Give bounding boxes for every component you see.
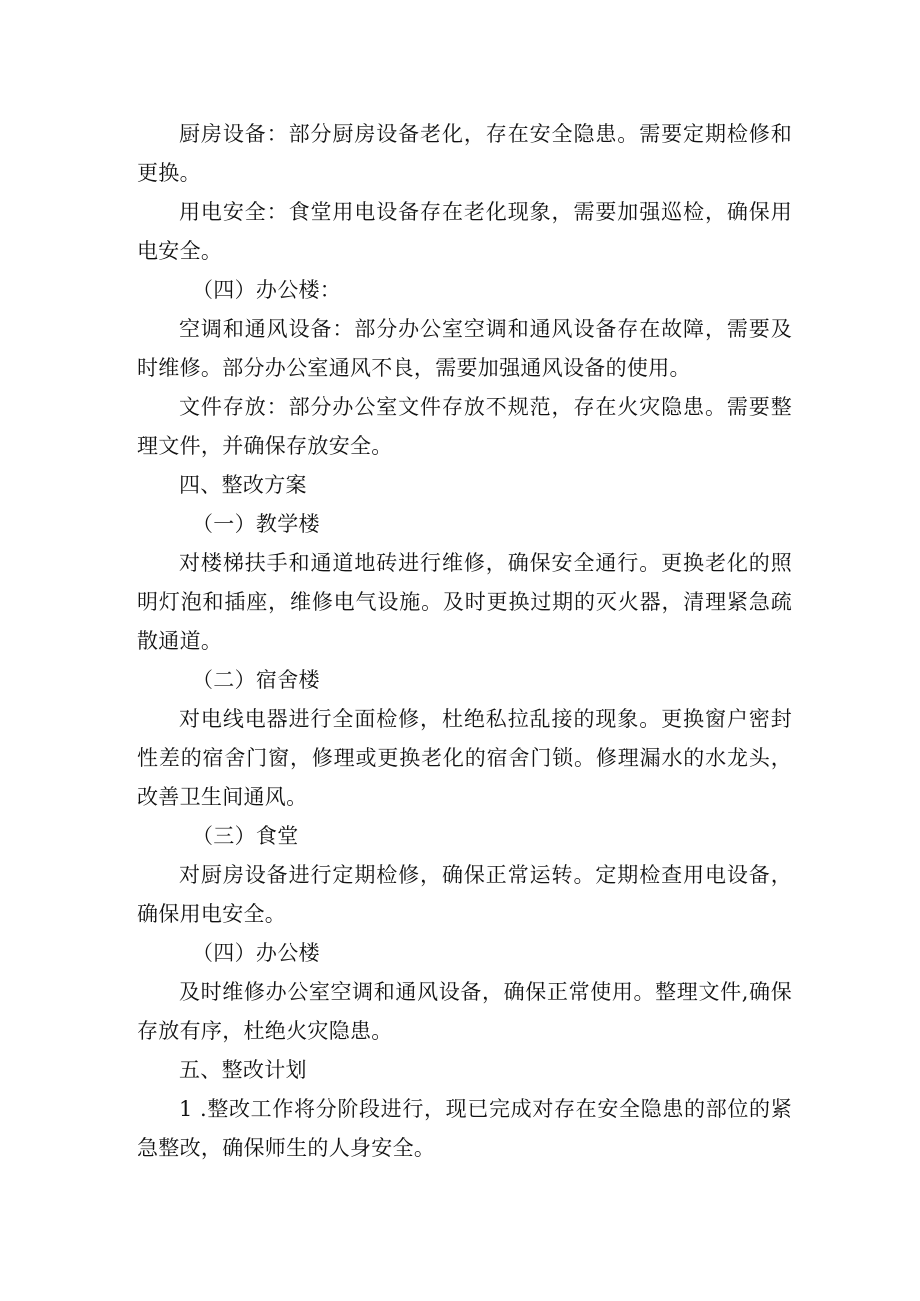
paragraph-dormitory-plan: 对电线电器进行全面检修，杜绝私拉乱接的现象。更换窗户密封性差的宿舍门窗，修理或更换老化的宿舍门锁。修理漏水的水龙头，改善卫生间通风。 [137, 707, 792, 809]
section-heading-rectification-plan: 四、整改方案 [179, 473, 307, 497]
document-body [137, 115, 792, 1168]
paragraph-kitchen-equipment: 厨房设备：部分厨房设备老化，存在安全隐患。需要定期检修和更换。 [137, 122, 792, 185]
paragraph-office-plan: 及时维修办公室空调和通风设备，确保正常使用。整理文件,确保存放有序，杜绝火灾隐患。 [137, 980, 792, 1043]
section-heading-rectification-schedule: 五、整改计划 [179, 1058, 307, 1082]
subheading-office-building-plan: （四）办公楼 [192, 941, 320, 965]
paragraph-schedule-item-1: 1 .整改工作将分阶段进行，现已完成对存在安全隐患的部位的紧急整改，确保师生的人身安全。 [137, 1097, 792, 1160]
paragraph-file-storage: 文件存放：部分办公室文件存放不规范，存在火灾隐患。需要整理文件，并确保存放安全。 [137, 395, 792, 458]
subheading-teaching-building: （一）教学楼 [192, 512, 320, 536]
paragraph-electrical-safety: 用电安全：食堂用电设备存在老化现象，需要加强巡检，确保用电安全。 [137, 200, 792, 263]
paragraph-ac-ventilation: 空调和通风设备：部分办公室空调和通风设备存在故障，需要及时维修。部分办公室通风不良，需要加强通风设备的使用。 [137, 317, 792, 380]
paragraph-canteen-plan: 对厨房设备进行定期检修，确保正常运转。定期检查用电设备，确保用电安全。 [137, 863, 792, 926]
subheading-canteen: （三）食堂 [192, 824, 299, 848]
subheading-dormitory: （二）宿舍楼 [192, 668, 320, 692]
subheading-office-building: （四）办公楼： [192, 278, 342, 302]
paragraph-teaching-building-plan: 对楼梯扶手和通道地砖进行维修，确保安全通行。更换老化的照明灯泡和插座，维修电气设施。及时更换过期的灭火器，清理紧急疏散通道。 [137, 551, 792, 653]
